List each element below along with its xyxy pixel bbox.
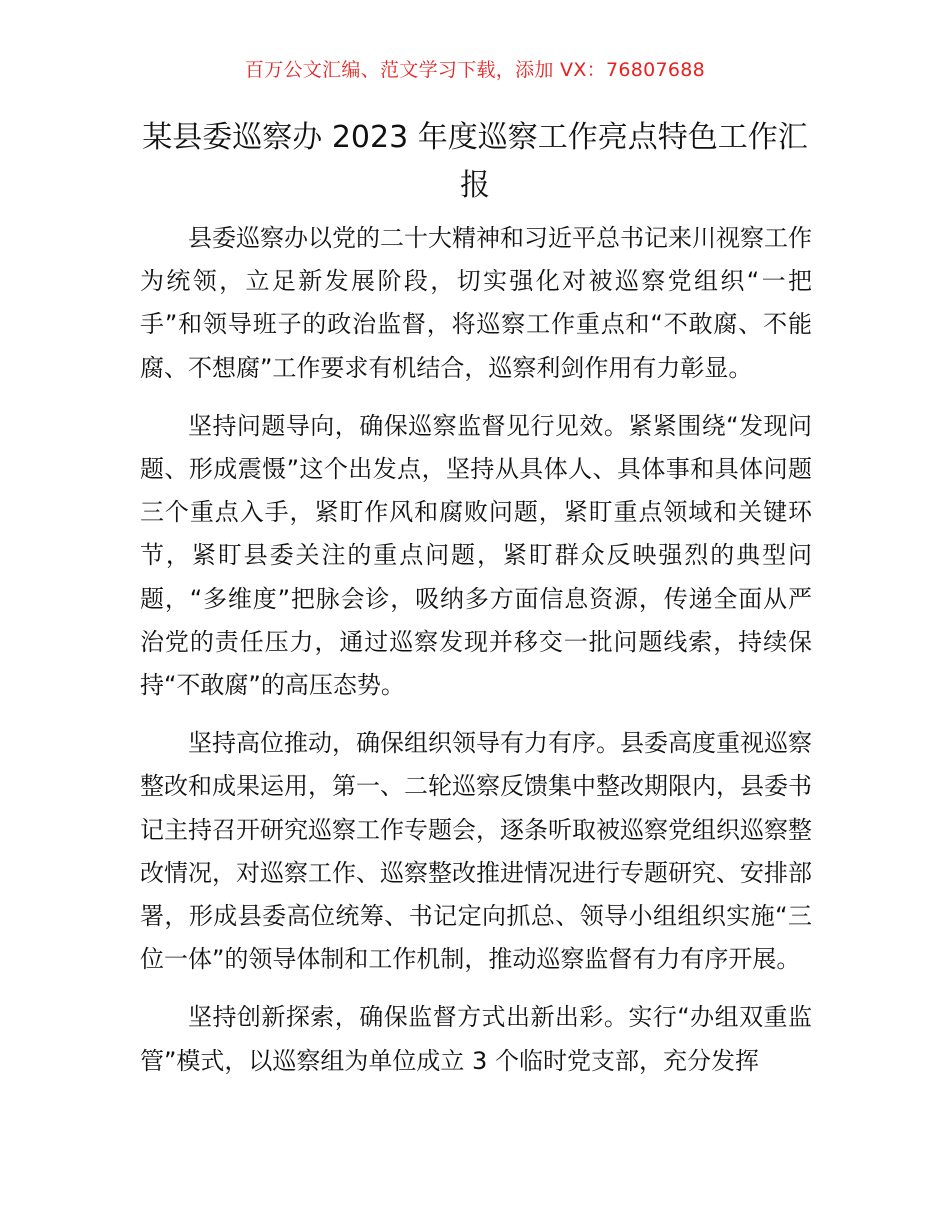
document-body xyxy=(140,217,812,1098)
header-watermark: 百万公文汇编、范文学习下载，添加 VX：76807688 xyxy=(244,59,706,81)
document-title: 某县委巡察办 2023 年度巡察工作亮点特色工作汇报 xyxy=(142,120,808,203)
paragraph-problem-oriented: 坚持问题导向，确保巡察监督见行见效。紧紧围绕“发现问题、形成震慑”这个出发点，坚持从具体人、具体事和具体问题三个重点入手，紧盯作风和腐败问题，紧盯重点领域和关键环节，紧盯县委关注的重点问题，紧盯群众反映强烈的典型问题，“多维度”把脉会诊，吸纳多方面信息资源，传递全面从严治党的责任压力，通过巡察发现并移交一批问题线索，持续保持“不敢腐”的高压态势。 xyxy=(140,411,812,700)
paragraph-innovation: 坚持创新探索，确保监督方式出新出彩。实行“办组双重监管”模式，以巡察组为单位成立 3 个临时党支部，充分发挥 xyxy=(140,1003,812,1075)
paragraph-intro: 县委巡察办以党的二十大精神和习近平总书记来川视察工作为统领，立足新发展阶段，切实强化对被巡察党组织“一把手”和领导班子的政治监督，将巡察工作重点和“不敢腐、不能腐、不想腐”工作要求有机结合，巡察利剑作用有力彰显。 xyxy=(140,224,812,382)
paragraph-high-level-promotion: 坚持高位推动，确保组织领导有力有序。县委高度重视巡察整改和成果运用，第一、二轮巡察反馈集中整改期限内，县委书记主持召开研究巡察工作专题会，逐条听取被巡察党组织巡察整改情况，对巡察工作、巡察整改推进情况进行专题研究、安排部署，形成县委高位统筹、书记定向抓总、领导小组组织实施“三位一体”的领导体制和工作机制，推动巡察监督有力有序开展。 xyxy=(140,729,812,974)
